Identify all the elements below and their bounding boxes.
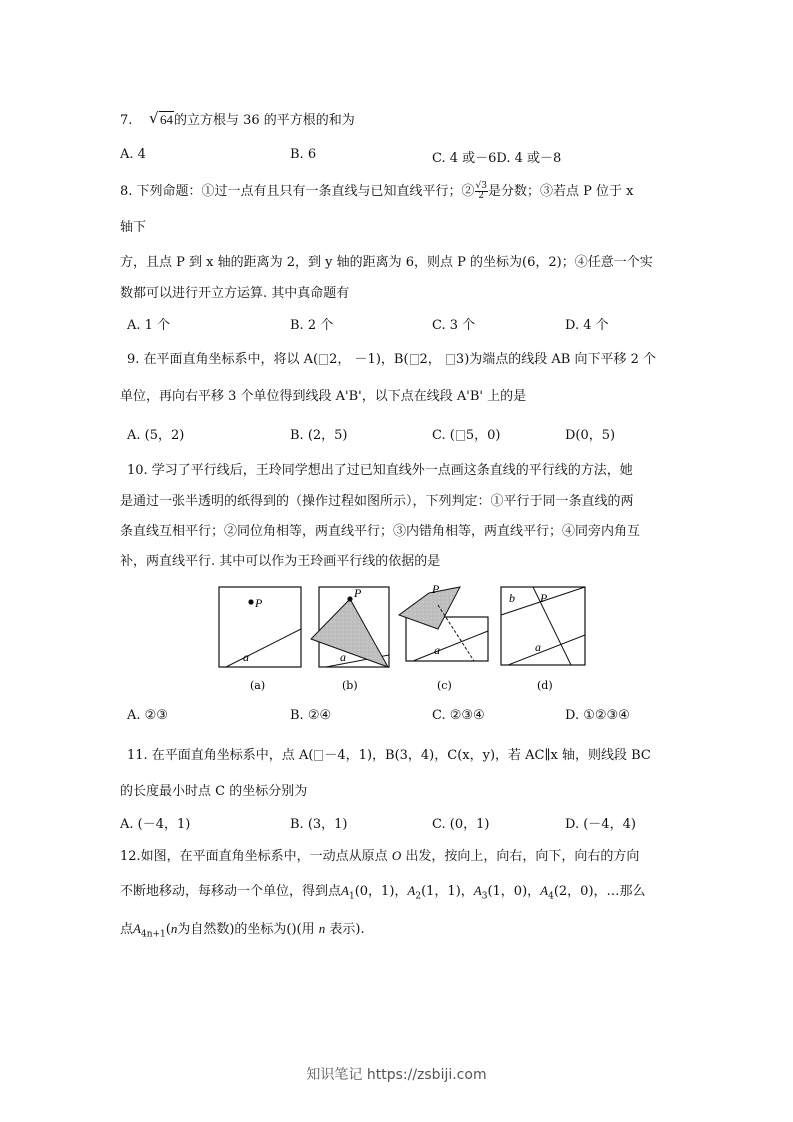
label-p: P xyxy=(354,586,362,600)
q8-option-a: A. 1 个 xyxy=(127,318,171,333)
q7-option-cd: C. 4 或－6D. 4 或－8 xyxy=(432,151,562,166)
q9-option-c: C. ( 5，0) xyxy=(432,428,501,443)
parallel-line-figure xyxy=(218,585,590,695)
figure-b xyxy=(311,586,389,692)
q7-option-b: B. 6 xyxy=(290,147,317,162)
q8-stem-line4: 数都可以进行开立方运算. 其中真命题有 xyxy=(120,286,350,301)
point-dot xyxy=(347,596,352,601)
missing-glyph-box xyxy=(319,354,328,365)
q7-stem: 7. √ 64的立方根与 36 的平方根的和为 xyxy=(120,109,355,128)
q11-stem-line1: 11. 在平面直角坐标系中，点 A( －4，1)，B(3，4)，C(x，y)，若 AC∥x 轴，则线段 BC xyxy=(127,748,651,763)
q9-stem-line2: 单位，再向右平移 3 个单位得到线段 A'B'，以下点在线段 A'B' 上的是 xyxy=(120,389,527,404)
q11-stem-line2: 的长度最小时点 C 的坐标分别为 xyxy=(120,784,308,799)
q11-option-c: C. (0，1) xyxy=(432,817,490,832)
q8-stem-line3: 方，且点 P 到 x 轴的距离为 2，到 y 轴的距离为 6，则点 P 的坐标为(6，2)；④任意一个实 xyxy=(120,255,653,270)
q9-stem-line1: 9. 在平面直角坐标系中，将以 A( 2， －1)，B( 2， 3)为端点的线段 AB 向下平移 2 个 xyxy=(127,352,657,367)
label-b: b xyxy=(509,591,515,605)
caption-b: (b) xyxy=(342,679,358,692)
q10-option-b: B. ②④ xyxy=(290,708,332,723)
q10-stem-line2: 是通过一张半透明的纸得到的（操作过程如图所示），下列判定：①平行于同一条直线的两 xyxy=(120,494,634,509)
q10-stem-line4: 补，两直线平行. 其中可以作为王玲画平行线的依据的是 xyxy=(120,554,441,569)
q10-option-a: A. ②③ xyxy=(127,708,168,723)
label-a: a xyxy=(340,650,346,664)
q12-stem-line2: 不断地移动，每移动一个单位，得到点$A_1(0$，1)，$A_2(1$，1)，$A_3(1$，0)，$A_4(2$，0)，…那么 xyxy=(120,883,646,902)
missing-glyph-box xyxy=(446,354,455,365)
label-a: a xyxy=(434,643,440,657)
caption-d: (d) xyxy=(537,679,553,692)
figure-c xyxy=(399,585,488,692)
q9-option-a: A. (5，2) xyxy=(127,428,185,443)
q10-option-c: C. ②③④ xyxy=(432,708,485,723)
q11-option-d: D. (－4，4) xyxy=(565,817,636,832)
q8-stem-line2: 轴下 xyxy=(120,220,147,235)
q10-stem-line1: 10. 学习了平行线后，王玲同学想出了过已知直线外一点画这条直线的平行线的方法，她 xyxy=(127,463,633,478)
figure-d xyxy=(501,587,585,692)
figure-a xyxy=(219,587,301,692)
missing-glyph-box xyxy=(314,750,323,761)
q11-option-b: B. (3，1) xyxy=(290,817,348,832)
caption-c: (c) xyxy=(437,679,452,692)
missing-glyph-box xyxy=(456,430,465,441)
q9-option-d: D(0，5) xyxy=(565,428,616,443)
q11-option-a: A. (－4，1) xyxy=(120,817,191,832)
q9-option-b: B. (2，5) xyxy=(290,428,348,443)
q8-stem-line1: 8. 下列命题：①过一点有且只有一条直线与已知直线平行；② $\frac{√3}{2}$ 是分数；③若点 P 位于 x xyxy=(120,181,634,201)
point-dot xyxy=(248,599,253,604)
q10-option-d: D. ①②③④ xyxy=(565,708,630,723)
q8-option-c: C. 3 个 xyxy=(432,318,476,333)
sqrt-expression: √ 64 xyxy=(148,109,173,127)
q8-option-d: D. 4 个 xyxy=(565,318,609,333)
label-p: P xyxy=(432,585,440,596)
label-a: a xyxy=(535,640,541,654)
label-p: P xyxy=(255,596,263,610)
q12-stem-line3: 点$A_{4n+1}(n$为自然数)的坐标为()(用 n 表示). xyxy=(120,921,365,940)
missing-glyph-box xyxy=(410,354,419,365)
fraction: $\frac{√3}{2}$ xyxy=(475,181,488,201)
q7-option-a: A. 4 xyxy=(120,147,146,162)
q8-option-b: B. 2 个 xyxy=(290,318,334,333)
q10-stem-line3: 条直线互相平行；②同位角相等，两直线平行；③内错角相等，两直线平行；④同旁内角互 xyxy=(120,524,641,539)
q12-stem-line1: 12.如图，在平面直角坐标系中，一动点从原点 O 出发，按向上，向右，向下，向右的方向 xyxy=(120,848,640,864)
label-a: a xyxy=(243,650,249,664)
caption-a: (a) xyxy=(250,679,266,692)
footer-watermark[interactable]: 知识笔记 https://zsbiji.com xyxy=(306,1067,487,1083)
label-p: P xyxy=(540,591,548,605)
